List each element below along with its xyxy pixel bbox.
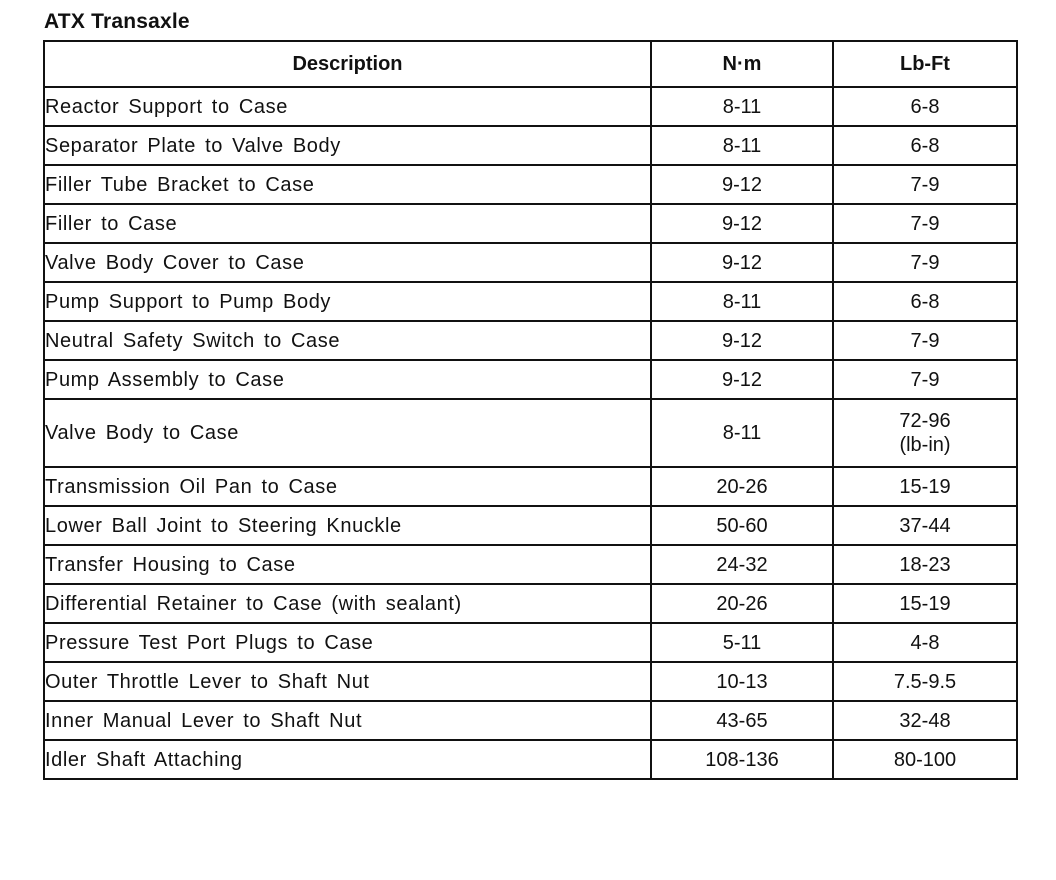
table-row [44, 623, 1017, 662]
lbft-cell: 7-9 [833, 321, 1017, 360]
column-header-description: Description [44, 41, 651, 87]
description-cell: Outer Throttle Lever to Shaft Nut [44, 662, 651, 701]
table-row [44, 399, 1017, 467]
description-cell: Valve Body Cover to Case [44, 243, 651, 282]
description-cell: Neutral Safety Switch to Case [44, 321, 651, 360]
lbft-cell [833, 399, 1017, 467]
torque-spec-table [43, 40, 1018, 780]
table-row [44, 662, 1017, 701]
nm-cell: 8-11 [651, 399, 833, 467]
description-cell: Idler Shaft Attaching [44, 740, 651, 779]
description-cell: Transmission Oil Pan to Case [44, 467, 651, 506]
page-title: ATX Transaxle [44, 10, 190, 33]
table-row [44, 740, 1017, 779]
table-row [44, 506, 1017, 545]
column-header-nm: N·m [651, 41, 833, 87]
table-row [44, 467, 1017, 506]
lbft-cell: 37-44 [833, 506, 1017, 545]
table-row [44, 321, 1017, 360]
nm-cell: 8-11 [651, 126, 833, 165]
description-cell: Differential Retainer to Case (with sealant) [44, 584, 651, 623]
nm-cell: 9-12 [651, 165, 833, 204]
description-cell: Filler to Case [44, 204, 651, 243]
table-row [44, 282, 1017, 321]
nm-cell: 50-60 [651, 506, 833, 545]
description-cell: Reactor Support to Case [44, 87, 651, 126]
lbft-cell: 7-9 [833, 360, 1017, 399]
lbft-cell: 7-9 [833, 165, 1017, 204]
nm-cell: 9-12 [651, 360, 833, 399]
description-cell: Lower Ball Joint to Steering Knuckle [44, 506, 651, 545]
lbft-cell: 4-8 [833, 623, 1017, 662]
description-cell: Inner Manual Lever to Shaft Nut [44, 701, 651, 740]
lbft-cell: 32-48 [833, 701, 1017, 740]
lbft-cell: 7-9 [833, 204, 1017, 243]
nm-cell: 43-65 [651, 701, 833, 740]
lbft-cell: 7.5-9.5 [833, 662, 1017, 701]
lbft-value: 72-96 [899, 410, 951, 432]
table-row [44, 584, 1017, 623]
nm-cell: 9-12 [651, 204, 833, 243]
table-header-row [44, 41, 1017, 87]
nm-cell: 108-136 [651, 740, 833, 779]
nm-cell: 5-11 [651, 623, 833, 662]
description-cell: Pump Support to Pump Body [44, 282, 651, 321]
description-cell: Valve Body to Case [44, 399, 651, 467]
description-cell: Filler Tube Bracket to Case [44, 165, 651, 204]
nm-cell: 20-26 [651, 467, 833, 506]
lbft-cell: 15-19 [833, 584, 1017, 623]
lbft-cell: 6-8 [833, 282, 1017, 321]
nm-cell: 8-11 [651, 282, 833, 321]
column-header-lbft: Lb-Ft [833, 41, 1017, 87]
lbft-unit-note: (lb-in) [899, 434, 951, 456]
lbft-cell: 15-19 [833, 467, 1017, 506]
lbft-cell: 18-23 [833, 545, 1017, 584]
nm-cell: 8-11 [651, 87, 833, 126]
table-row [44, 701, 1017, 740]
lbft-cell: 6-8 [833, 126, 1017, 165]
table-row [44, 360, 1017, 399]
nm-cell: 24-32 [651, 545, 833, 584]
description-cell: Pump Assembly to Case [44, 360, 651, 399]
nm-cell: 10-13 [651, 662, 833, 701]
description-cell: Separator Plate to Valve Body [44, 126, 651, 165]
lbft-cell: 80-100 [833, 740, 1017, 779]
table-row [44, 165, 1017, 204]
lbft-cell: 6-8 [833, 87, 1017, 126]
table-row [44, 243, 1017, 282]
description-cell: Transfer Housing to Case [44, 545, 651, 584]
table-row [44, 126, 1017, 165]
nm-cell: 9-12 [651, 321, 833, 360]
nm-cell: 9-12 [651, 243, 833, 282]
nm-cell: 20-26 [651, 584, 833, 623]
table-row [44, 545, 1017, 584]
lbft-cell: 7-9 [833, 243, 1017, 282]
table-row [44, 87, 1017, 126]
description-cell: Pressure Test Port Plugs to Case [44, 623, 651, 662]
table-row [44, 204, 1017, 243]
